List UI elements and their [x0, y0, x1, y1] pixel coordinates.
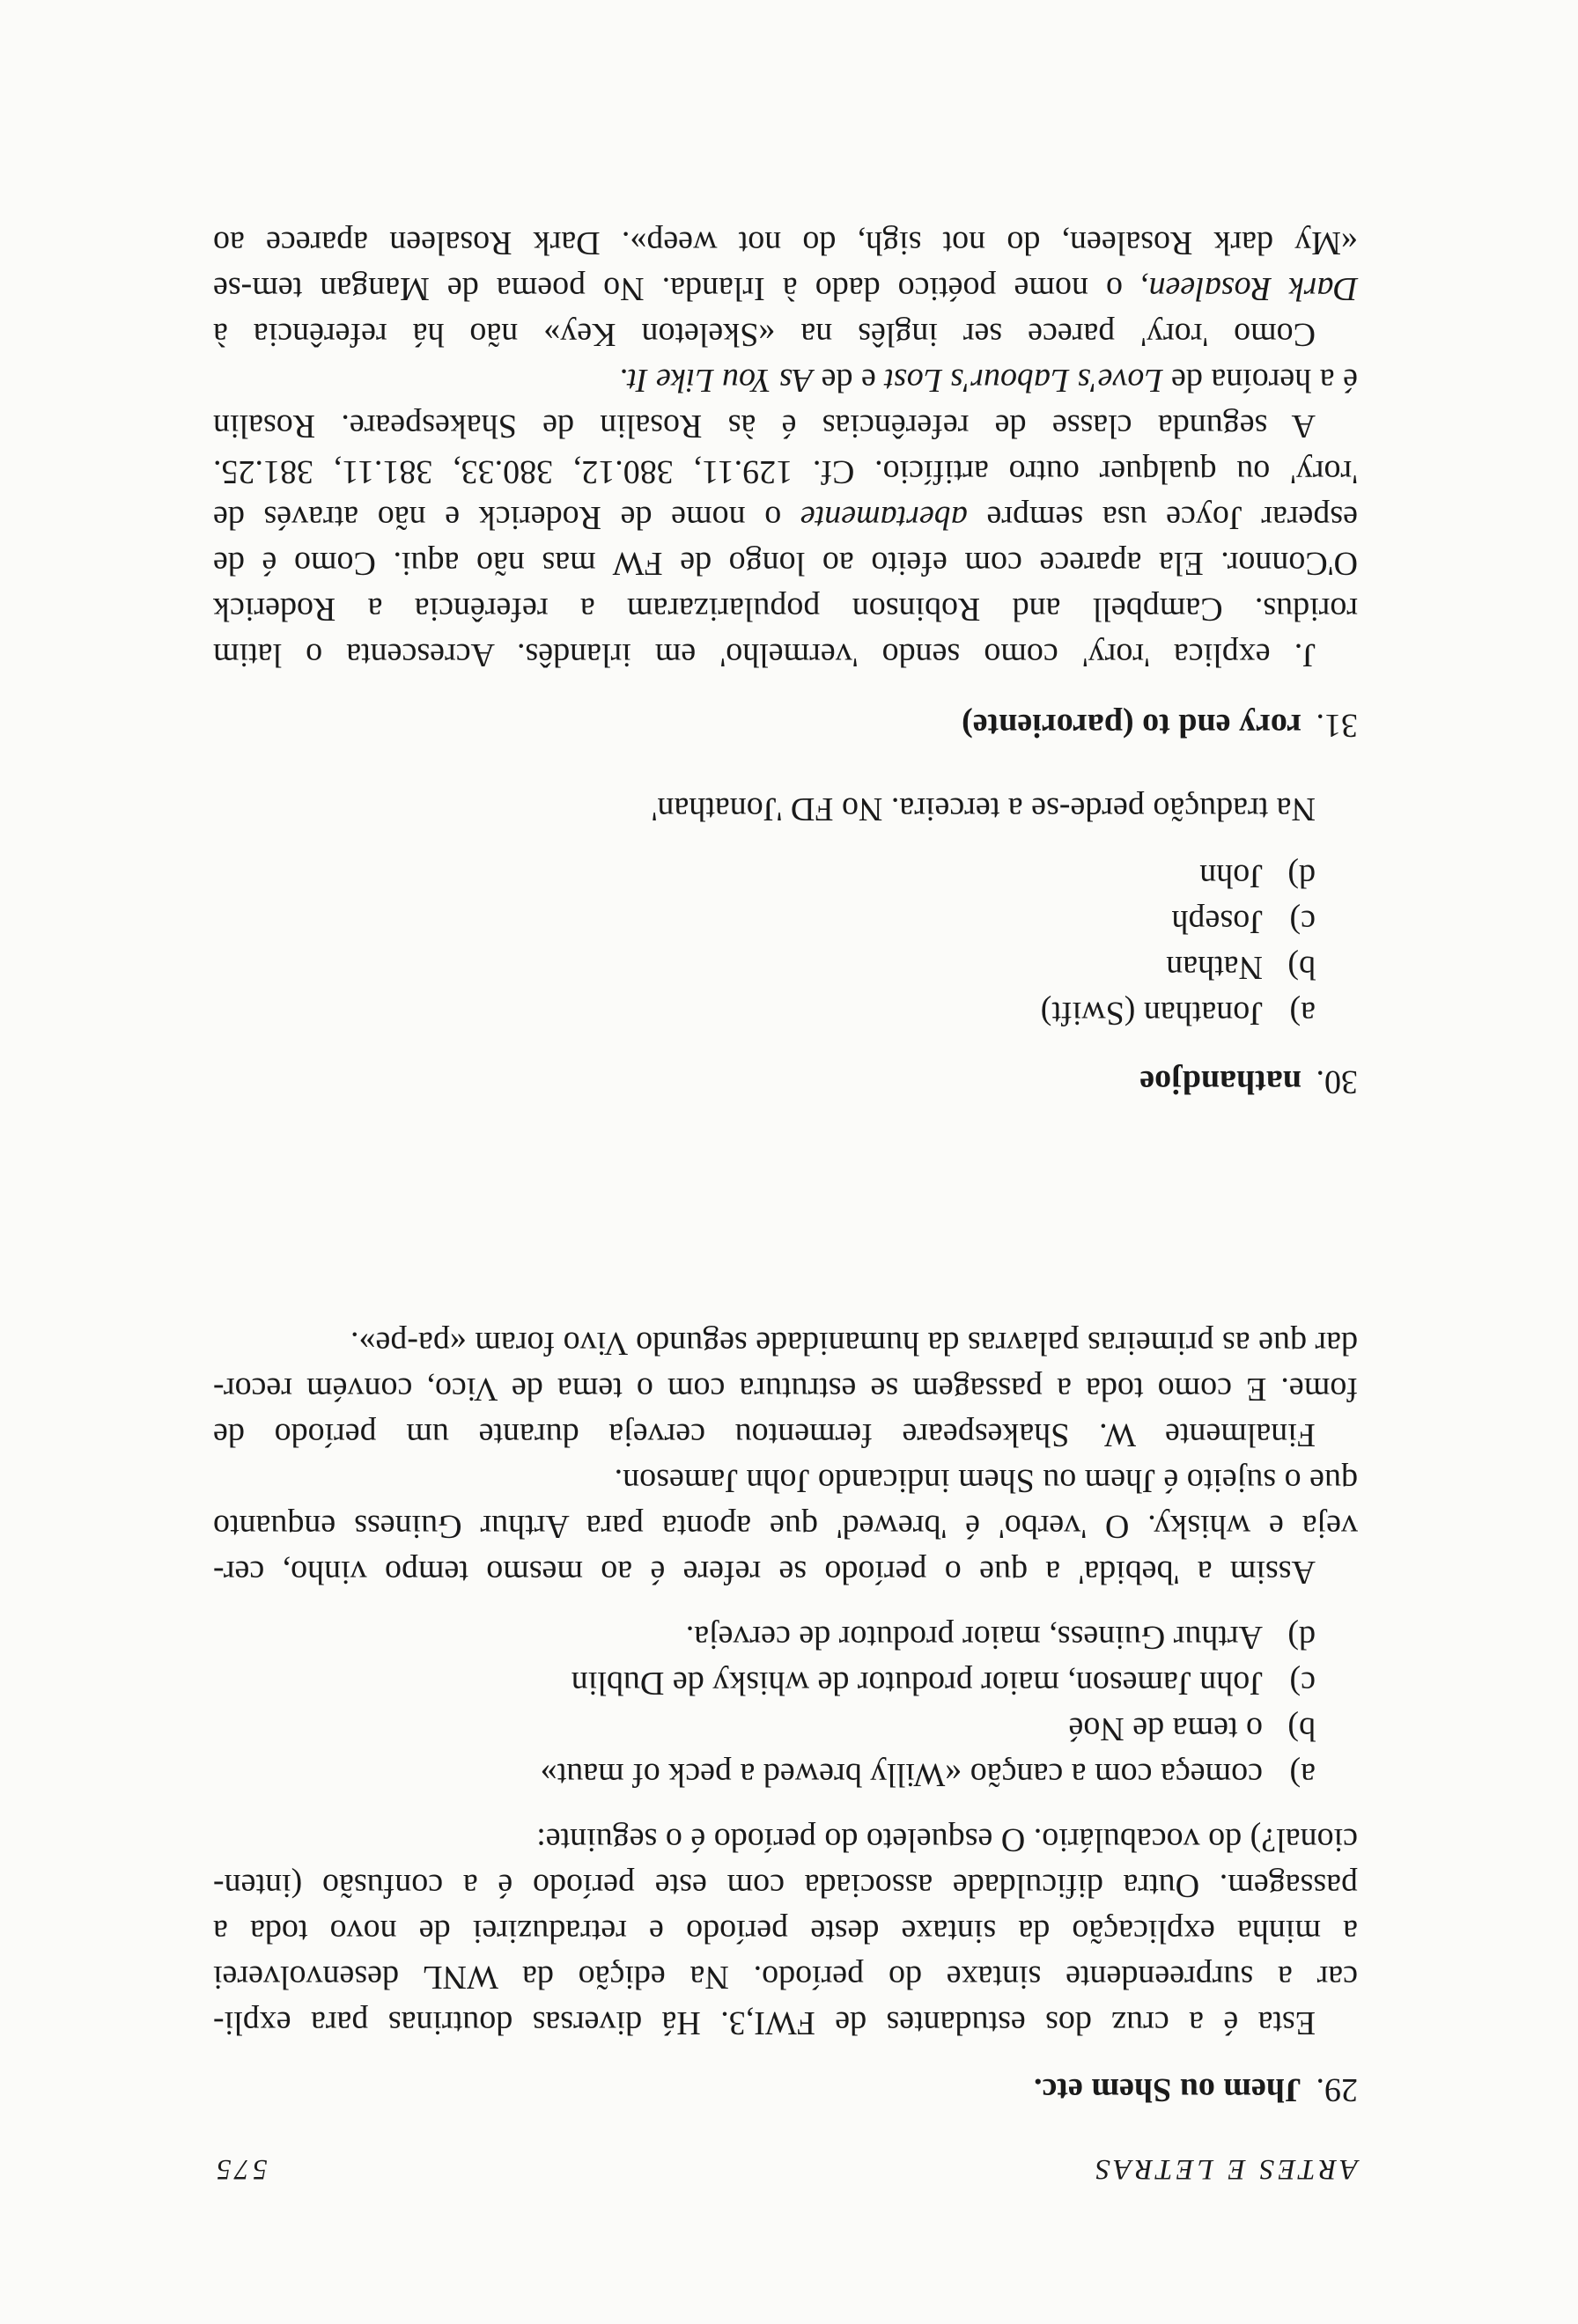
section-title: Jhem ou Shem etc.: [1034, 2071, 1301, 2108]
list-item: d)Arthur Guiness, maior produtor de cerveja.: [685, 1619, 1316, 1656]
text-line: A segunda classe de referências é às Rosalin de Shakespeare. Rosalin: [213, 408, 1316, 445]
section-title: nathandjoe: [1139, 1063, 1301, 1100]
text-line: 'rory' ou qualquer outro artifício. Cf. 129.11, 380.12, 380.33, 381.11, 381.25.: [213, 453, 1358, 490]
section-30: [213, 786, 1358, 1105]
text-line: a minha explicação da sintaxe deste período e retraduzirei de novo toda a: [213, 1913, 1358, 1950]
section-heading: [213, 1059, 1358, 1105]
text-line: fome. E como toda a passagem se estrutura com o tema de Vico, convém recor-: [213, 1371, 1358, 1408]
text-line: esperar Joyce usa sempre abertamente o nome de Roderick e não através de: [212, 499, 1358, 536]
text-line: é a heroína de Love's Labour's Lost e de As You Like It.: [618, 362, 1358, 399]
list-item: a)começa com a canção «Willy brewed a peck of maut»: [540, 1756, 1316, 1793]
text-line: veja e whisky. O 'verbo' é 'brewed' que aponta para Arthur Guiness enquanto: [213, 1508, 1358, 1545]
list-item: b)o tema de Noé: [1068, 1710, 1316, 1747]
text-line: Assim a 'bebida' a que o período se refere é ao mesmo tempo vinho, cer-: [213, 1554, 1316, 1591]
section-29: [213, 1320, 1358, 2113]
section-number: 30.: [1316, 1063, 1358, 1100]
section-heading: [213, 702, 1358, 748]
text-line: roridus. Campbell and Robinson popularizaram a referência a Roderick: [213, 591, 1358, 628]
text-line: Esta é a cruz dos estudantes de FWI,3. Há diversas doutrinas para expli-: [213, 2004, 1316, 2041]
text-line: car a surpreendente sintaxe do período. Na edição da WNL desenvolverei: [213, 1959, 1358, 1996]
section-31: [213, 220, 1358, 748]
section-title: rory end to (paroriente): [962, 707, 1301, 744]
list-item: a)Jonathan (Swift): [1040, 995, 1316, 1032]
list-item: d)John: [1199, 857, 1316, 894]
list-item: b)Nathan: [1166, 949, 1316, 986]
text-line: Como 'rory' parece ser inglês na «Skeleton Key» não há referência à: [213, 316, 1316, 353]
text-line: cional?) do vocabulário. O esqueleto do período é o seguinte:: [536, 1821, 1358, 1858]
page-number: 575: [213, 2153, 268, 2185]
text-line: J. explica 'rory' como sendo 'vermelho' em irlandês. Acrescenta o latim: [213, 636, 1316, 673]
text-line: Na tradução perde-se a terceira. No FD 'Jonathan': [651, 791, 1316, 827]
text-line: que o sujeito é Jhem ou Shem indicando John Jameson.: [614, 1462, 1358, 1499]
section-number: 31.: [1316, 707, 1358, 744]
text-line: O'Connor. Ela aparece com efeito ao longo de FW mas não aqui. Como é de: [213, 545, 1358, 582]
list-item: c)John Jameson, maior produtor de whisky de Dublin: [571, 1665, 1316, 1702]
text-line: «My dark Rosaleen, do not sigh, do not weep». Dark Rosaleen aparece ao: [213, 224, 1358, 261]
text-line: Finalmente W. Shakespeare fermentou cerveja durante um período de: [213, 1416, 1316, 1453]
section-heading: [213, 2067, 1358, 2113]
running-title: ARTES E LETRAS: [1092, 2153, 1358, 2185]
list-item: c)Joseph: [1171, 903, 1316, 940]
section-number: 29.: [1316, 2071, 1358, 2108]
text-line: passagem. Outra dificuldade associada com este período é a confusão (inten-: [213, 1867, 1358, 1904]
text-line: Dark Rosaleen, o nome poético dado à Irlanda. No poema de Mangan tem-se: [212, 270, 1358, 307]
text-line: dar que as primeiras palavras da humanidade segundo Vivo foram «pa-pe».: [350, 1325, 1358, 1362]
